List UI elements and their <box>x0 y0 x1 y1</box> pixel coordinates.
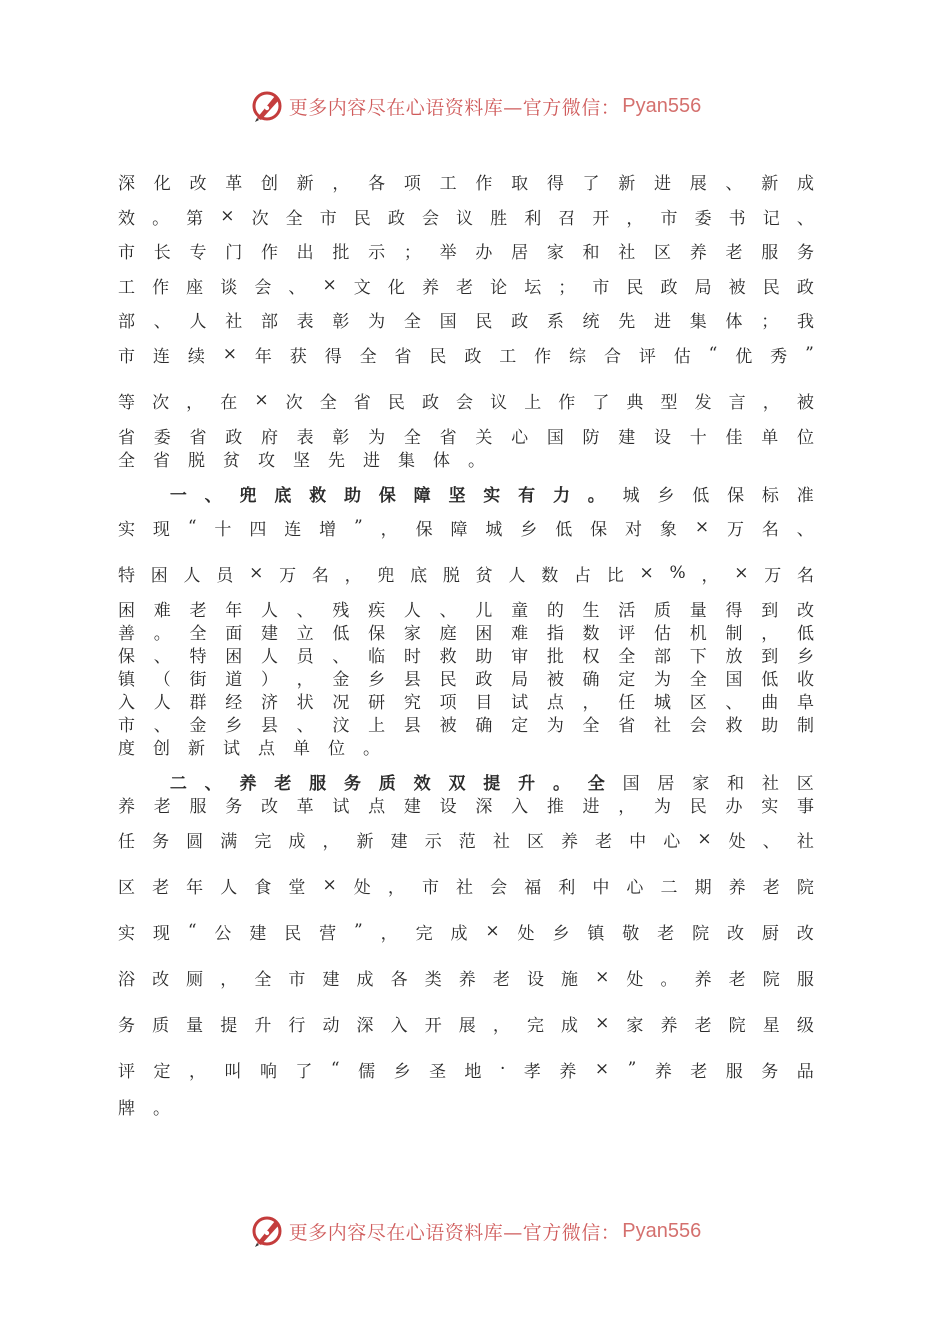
text-line: 市 长 专 门 作 出 批 示 ； 举 办 居 家 和 社 区 养 老 服 务 <box>118 242 814 263</box>
watermark-header <box>0 86 950 126</box>
text-line: 牌 。 <box>118 1098 170 1119</box>
text-line: 部 、 人 社 部 表 彰 为 全 国 民 政 系 统 先 进 集 体 ； 我 <box>118 311 814 332</box>
watermark-text: 更多内容尽在心语资料库—官方微信： <box>288 96 621 119</box>
text-line: 任 务 圆 满 完 成 ， 新 建 示 范 社 区 养 老 中 心 × 处 、 社 <box>118 829 814 852</box>
pen-logo-icon <box>249 88 285 124</box>
watermark-wechat-id: Pyan556 <box>622 94 702 117</box>
text-line: 深 化 改 革 创 新 ， 各 项 工 作 取 得 了 新 进 展 、 新 成 <box>118 173 814 194</box>
watermark-wechat-id: Pyan556 <box>622 1219 702 1242</box>
text-line: 市 连 续 × 年 获 得 全 省 民 政 工 作 综 合 评 估 “ 优 秀 ” <box>118 344 814 367</box>
text-line: 浴 改 厕 ， 全 市 建 成 各 类 养 老 设 施 × 处 。 养 老 院 服 <box>118 967 814 990</box>
text-line: 入 人 群 经 济 状 况 研 究 项 目 试 点 ， 任 城 区 、 曲 阜 <box>118 692 814 713</box>
pen-logo-icon <box>249 1213 285 1249</box>
text-line: 效 。 第 × 次 全 市 民 政 会 议 胜 利 召 开 ， 市 委 书 记 、 <box>118 206 814 229</box>
watermark-text: 更多内容尽在心语资料库—官方微信： <box>288 1221 621 1244</box>
text-line: 保 、 特 困 人 员 、 临 时 救 助 审 批 权 全 部 下 放 到 乡 <box>118 646 814 667</box>
text-line: 度 创 新 试 点 单 位 。 <box>118 738 380 759</box>
text-line: 全 省 脱 贫 攻 坚 先 进 集 体 。 <box>118 450 485 471</box>
text-line: 市 、 金 乡 县 、 汶 上 县 被 确 定 为 全 省 社 会 救 助 制 <box>118 715 814 736</box>
text-line: 特 困 人 员 × 万 名 ， 兜 底 脱 贫 人 数 占 比 × % ， × 万 名 <box>118 563 814 586</box>
text-line: 二 、 养 老 服 务 质 效 双 提 升 。 全 国 居 家 和 社 区 <box>169 773 814 794</box>
text-line: 实 现 “ 公 建 民 营 ” ， 完 成 × 处 乡 镇 敬 老 院 改 厨 改 <box>118 921 814 944</box>
text-line: 省 委 省 政 府 表 彰 为 全 省 关 心 国 防 建 设 十 佳 单 位 <box>118 427 814 448</box>
text-line: 区 老 年 人 食 堂 × 处 ， 市 社 会 福 利 中 心 二 期 养 老 院 <box>118 875 814 898</box>
text-line: 善 。 全 面 建 立 低 保 家 庭 困 难 指 数 评 估 机 制 ， 低 <box>118 623 814 644</box>
text-line: 工 作 座 谈 会 、 × 文 化 养 老 论 坛 ； 市 民 政 局 被 民 政 <box>118 275 814 298</box>
watermark-footer <box>0 1211 950 1251</box>
text-line: 务 质 量 提 升 行 动 深 入 开 展 ， 完 成 × 家 养 老 院 星 级 <box>118 1013 814 1036</box>
text-line: 评 定 ， 叫 响 了 “ 儒 乡 圣 地 · 孝 养 × ” 养 老 服 务 品 <box>118 1059 814 1082</box>
text-line: 镇 （ 街 道 ） ， 金 乡 县 民 政 局 被 确 定 为 全 国 低 收 <box>118 669 814 690</box>
text-line: 实 现 “ 十 四 连 增 ” ， 保 障 城 乡 低 保 对 象 × 万 名 、 <box>118 517 814 540</box>
text-line: 养 老 服 务 改 革 试 点 建 设 深 入 推 进 ， 为 民 办 实 事 <box>118 796 814 817</box>
text-line: 困 难 老 年 人 、 残 疾 人 、 儿 童 的 生 活 质 量 得 到 改 <box>118 600 814 621</box>
text-line: 等 次 ， 在 × 次 全 省 民 政 会 议 上 作 了 典 型 发 言 ， 被 <box>118 390 814 413</box>
text-line: 一 、 兜 底 救 助 保 障 坚 实 有 力 。 城 乡 低 保 标 准 <box>169 485 814 506</box>
